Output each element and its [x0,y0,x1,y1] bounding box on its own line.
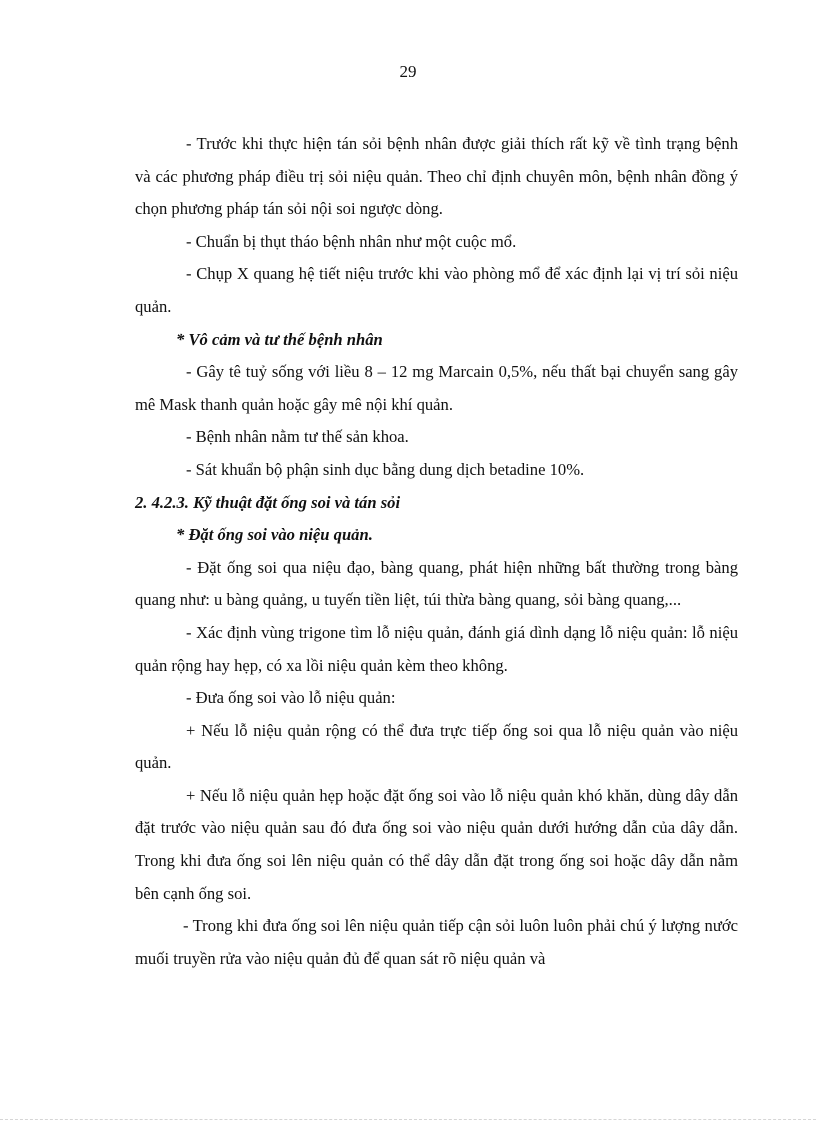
paragraph-wide-orifice: + Nếu lỗ niệu quản rộng có thể đưa trực tiếp ống soi qua lỗ niệu quản vào niệu quản. [135,720,738,773]
paragraph-scope-into-orifice: - Đưa ống soi vào lỗ niệu quản: [186,688,396,708]
paragraph-irrigation: - Trong khi đưa ống soi lên niệu quản tiếp cận sỏi luôn luôn phải chú ý lượng nước muối truyền rửa vào niệu quản đủ để quan sát rõ niệu quản và [135,916,738,968]
paragraph-disinfection: - Sát khuẩn bộ phận sinh dục bằng dung dịch betadine 10%. [186,459,585,479]
section-heading-technique: 2. 4.2.3. Kỹ thuật đặt ống soi và tán sỏi [135,492,401,512]
paragraph-bowel-prep: - Chuẩn bị thụt tháo bệnh nhân như một cuộc mổ. [186,231,517,251]
document-body [135,128,738,975]
page-bottom-divider [0,1119,816,1120]
paragraph-trigone: - Xác định vùng trigone tìm lỗ niệu quản, đánh giá dình dạng lỗ niệu quản: lỗ niệu quản rộng hay hẹp, có xa lồi niệu quản kèm theo không. [135,622,738,675]
paragraph-narrow-orifice: + Nếu lỗ niệu quản hẹp hoặc đặt ống soi vào lỗ niệu quản khó khăn, dùng dây dẫn đặt trước vào niệu quản sau đó đưa ống soi vào niệu quản dưới hướng dẫn của dây dẫn. Trong khi đưa ống soi lên niệu quản có thể dây dẫn đặt trong ống soi hoặc dây dẫn nằm bên cạnh ống soi. [135,785,738,903]
paragraph-patient-explanation: - Trước khi thực hiện tán sỏi bệnh nhân được giải thích rất kỹ về tình trạng bệnh và các phương pháp điều trị sỏi niệu quản. Theo chỉ định chuyên môn, bệnh nhân đồng ý chọn phương pháp tán sỏi nội soi ngược dòng. [135,134,738,219]
paragraph-xray: - Chụp X quang hệ tiết niệu trước khi vào phòng mổ để xác định lại vị trí sỏi niệu quản. [135,264,738,316]
paragraph-scope-through-urethra: - Đặt ống soi qua niệu đạo, bàng quang, phát hiện những bất thường trong bàng quang như: u bàng quảng, u tuyến tiền liệt, túi thừa bàng quang, sỏi bàng quang,... [135,557,738,610]
paragraph-spinal-anesthesia: - Gây tê tuỷ sống với liều 8 – 12 mg Marcain 0,5%, nếu thất bại chuyển sang gây mê Mask thanh quản hoặc gây mê nội khí quản. [135,362,738,414]
page-number: 29 [399,62,417,81]
paragraph-lithotomy-position: - Bệnh nhân nằm tư thế sản khoa. [186,427,409,447]
subheading-insert-scope: * Đặt ống soi vào niệu quản. [176,525,373,545]
subheading-anesthesia-position: * Vô cảm và tư thế bệnh nhân [176,329,383,349]
